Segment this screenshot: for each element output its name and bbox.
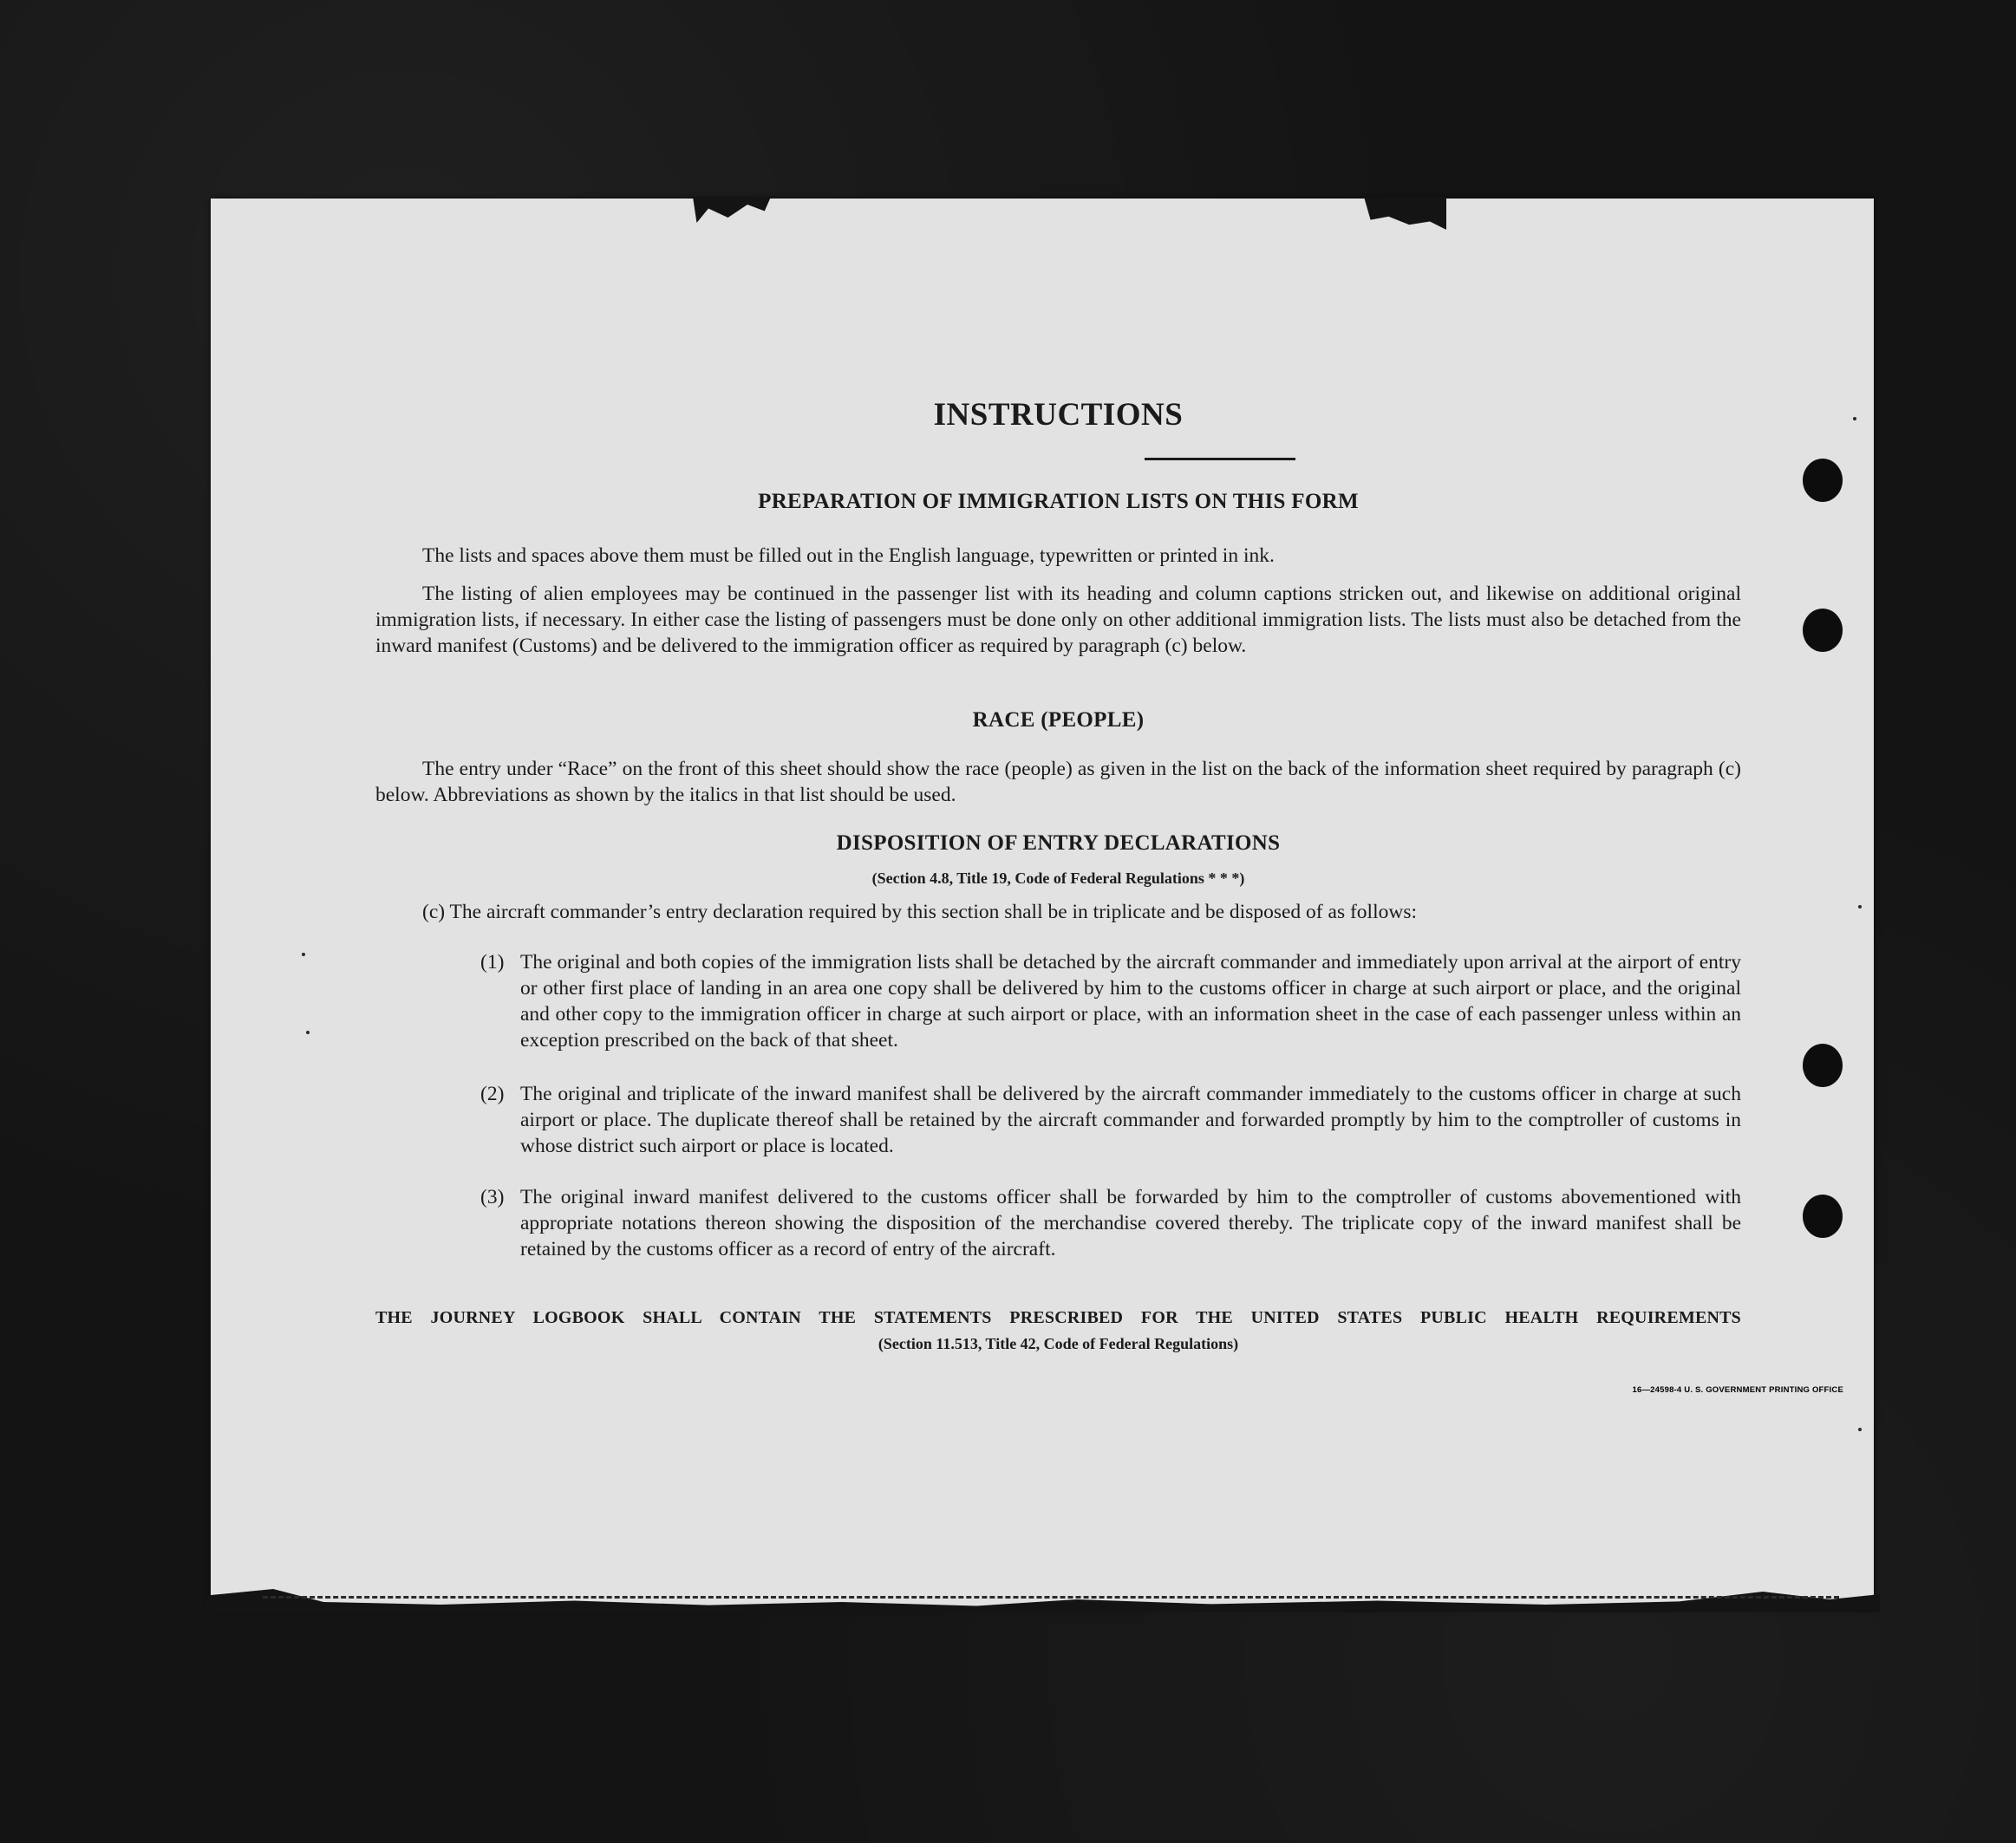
list-item-number: (2) [480,1083,505,1105]
heading-disposition: DISPOSITION OF ENTRY DECLARATIONS [836,831,1281,855]
list-item-text: The original inward manifest delivered to the customs officer shall be forwarded by him to the comptroller of customs abovementioned with appropriate notations thereon showing the disposition of the merchandise covered thereby. The triplicate copy of the inward manifest shall be retained by the customs officer as a record of entry of the aircraft. [520,1186,1741,1260]
printer-imprint: 16—24598-4 U. S. GOVERNMENT PRINTING OFFICE [1632,1385,1843,1395]
scan-speck [1858,905,1862,908]
punch-hole [1803,1195,1843,1238]
paragraph-race-1: The entry under “Race” on the front of this sheet should show the race (people) as given in the list on the back of the information sheet required by paragraph (c) below. Abbreviations as shown by the italics in that list should be used. [375,758,1741,806]
heading-preparation: PREPARATION OF IMMIGRATION LISTS ON THIS FORM [758,490,1359,513]
torn-edge-bottom [206,1586,1880,1612]
punch-hole [1803,1044,1843,1087]
paragraph-preparation-1: The lists and spaces above them must be filled out in the English language, typewritten or printed in ink. [422,544,1275,567]
page-title: INSTRUCTIONS [933,397,1184,433]
scan-speck [1858,1428,1862,1431]
list-item-number: (1) [480,951,505,974]
punch-hole [1803,459,1843,502]
torn-edge-top-left [693,197,771,223]
scan-speck [1853,417,1856,420]
punch-hole [1803,609,1843,652]
scan-speck [306,1031,310,1034]
paragraph-preparation-2: The listing of alien employees may be continued in the passenger list with its heading and column captions stricken out, and likewise on additional original immigration lists, if necessary. In either case the listing of passengers must be done only on other additional immigration lists. The lists must also be detached from the inward manifest (Customs) and be delivered to the immigration officer as required by paragraph (c) below. [375,583,1741,657]
citation-disposition: (Section 4.8, Title 19, Code of Federal Regulations * * *) [871,869,1245,887]
list-item [480,1081,1741,1159]
list-item-text: The original and both copies of the immigration lists shall be detached by the aircraft commander and immediately upon arrival at the airport of entry or other first place of landing in an area one copy shall be delivered by him to the customs officer in charge at such airport or place, and the original and other copy to the immigration officer in charge at such airport or place, with an information sheet in the case of each passenger unless within an exception prescribed on the back of that sheet. [520,951,1741,1052]
form-sheet [211,199,1874,1609]
logbook-citation: (Section 11.513, Title 42, Code of Federal Regulations) [878,1335,1239,1352]
paragraph-disposition-intro: (c) The aircraft commander’s entry declaration required by this section shall be in triplicate and be disposed of as follows: [422,901,1417,923]
list-item [480,949,1741,1053]
scan-speck [302,953,305,956]
heading-race: RACE (PEOPLE) [972,708,1145,732]
logbook-statement: THE JOURNEY LOGBOOK SHALL CONTAIN THE STATEMENTS PRESCRIBED FOR THE UNITED STATES PUBLIC HEALTH REQUIREMENTS [375,1308,1741,1327]
torn-edge-top-right [1364,197,1446,230]
list-item [480,1184,1741,1262]
list-item-number: (3) [480,1186,505,1208]
perforation-line [263,1596,1839,1599]
list-item-text: The original and triplicate of the inward manifest shall be delivered by the aircraft commander immediately to the customs officer in charge at such airport or place. The duplicate thereof shall be retained by the aircraft commander and forwarded promptly by him to the comptroller of customs in whose district such airport or place is located. [520,1083,1741,1157]
title-underline [1145,458,1295,460]
